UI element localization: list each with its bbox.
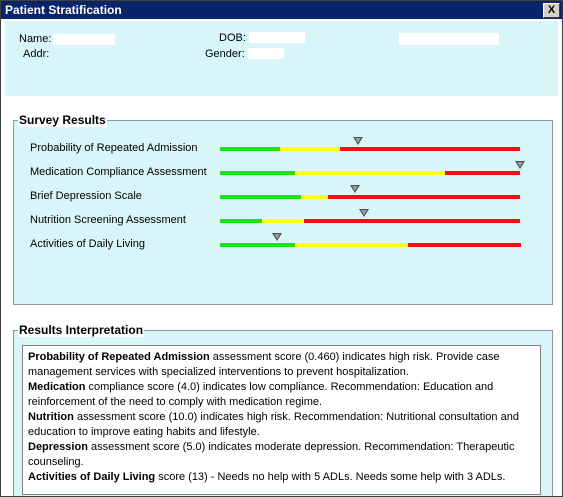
survey-score-bar [220, 171, 520, 175]
name-label: Name: [19, 33, 52, 45]
yellow-segment [295, 171, 445, 175]
survey-row-label: Activities of Daily Living [30, 238, 145, 250]
name-value [53, 34, 115, 45]
green-segment [220, 219, 262, 223]
title-bar [1, 1, 562, 19]
score-marker-icon [350, 185, 360, 193]
interpretation-text: assessment score (0.460) indicates high risk. Provide case management services with specialized interventions to prevent hospitalization. [28, 351, 500, 378]
results-interpretation-title: Results Interpretation [19, 323, 144, 337]
red-segment [445, 171, 520, 175]
survey-score-bar [220, 243, 520, 247]
red-segment [340, 147, 520, 151]
interpretation-heading: Nutrition [28, 411, 74, 423]
yellow-segment [301, 195, 328, 199]
green-segment [220, 195, 301, 199]
survey-score-bar [220, 219, 520, 223]
survey-score-bar [220, 147, 520, 151]
dob-label: DOB: [219, 32, 246, 44]
yellow-segment [262, 219, 304, 223]
gender-value [248, 48, 284, 59]
survey-score-bar [220, 195, 520, 199]
dob-value [249, 32, 305, 43]
survey-row-label: Probability of Repeated Admission [30, 142, 198, 154]
gender-label: Gender: [205, 48, 245, 60]
patient-id-value [399, 33, 499, 45]
score-marker-icon [272, 233, 282, 241]
survey-results-group [13, 113, 553, 305]
red-segment [304, 219, 520, 223]
yellow-segment [295, 243, 408, 247]
interpretation-text: compliance score (4.0) indicates low compliance. Recommendation: Education and reinforcement of the need to comply with medication regime. [28, 381, 494, 408]
window-title: Patient Stratification [5, 3, 122, 17]
addr-label: Addr: [23, 48, 50, 60]
green-segment [220, 171, 295, 175]
survey-row-label: Nutrition Screening Assessment [30, 214, 186, 226]
interpretation-heading: Medication [28, 381, 86, 393]
interpretation-text: assessment score (10.0) indicates high risk. Recommendation: Nutritional consultation and education to improve eating habits and lifestyle. [28, 411, 519, 438]
patient-header [5, 21, 558, 96]
interpretation-heading: Probability of Repeated Admission [28, 351, 210, 363]
interpretation-paragraph [28, 410, 535, 440]
interpretation-text: score (13) - Needs no help with 5 ADLs. Needs some help with 3 ADLs. [155, 471, 506, 483]
green-segment [220, 147, 280, 151]
interpretation-text-box[interactable] [22, 345, 541, 495]
red-segment [408, 243, 521, 247]
close-button[interactable]: X [543, 3, 560, 18]
survey-results-title: Survey Results [19, 113, 106, 127]
survey-row-label: Brief Depression Scale [30, 190, 142, 202]
red-segment [328, 195, 520, 199]
interpretation-paragraph [28, 350, 535, 380]
score-marker-icon [353, 137, 363, 145]
interpretation-paragraph [28, 380, 535, 410]
green-segment [220, 243, 295, 247]
interpretation-heading: Depression [28, 441, 88, 453]
results-interpretation-group [13, 323, 553, 497]
interpretation-paragraph [28, 470, 535, 485]
interpretation-text: assessment score (5.0) indicates moderate depression. Recommendation: Therapeutic counseling. [28, 441, 515, 468]
interpretation-paragraph [28, 440, 535, 470]
yellow-segment [280, 147, 340, 151]
score-marker-icon [359, 209, 369, 217]
survey-row-label: Medication Compliance Assessment [30, 166, 207, 178]
score-marker-icon [515, 161, 525, 169]
interpretation-heading: Activities of Daily Living [28, 471, 156, 483]
